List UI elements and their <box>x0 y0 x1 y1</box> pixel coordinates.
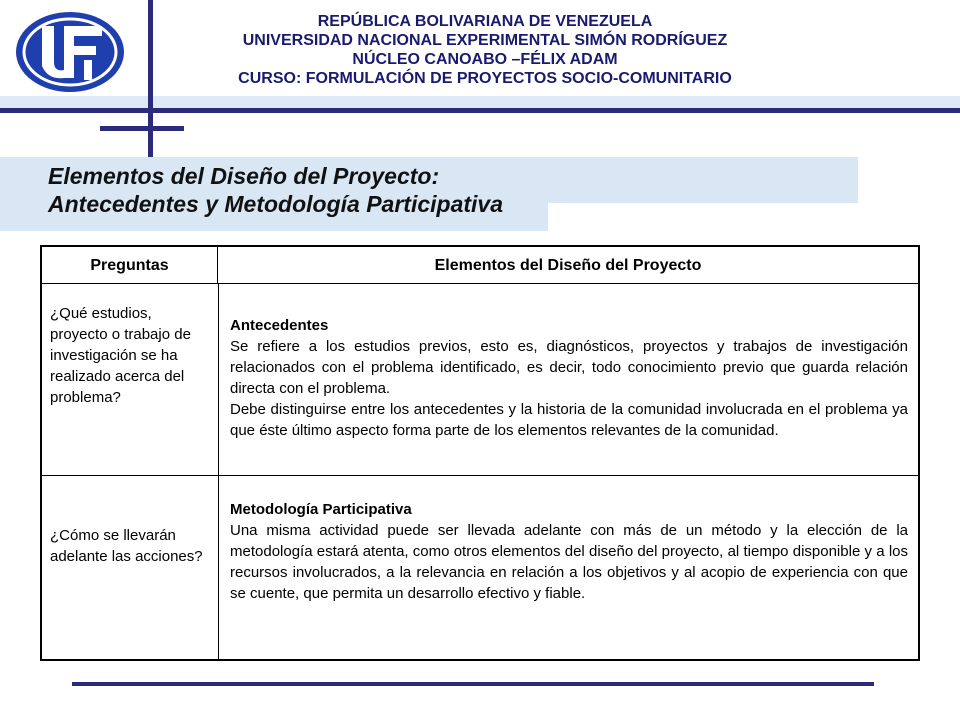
column-header-elementos: Elementos del Diseño del Proyecto <box>218 247 918 284</box>
row-divider <box>42 475 918 476</box>
table-row-1-question: ¿Qué estudios, proyecto o trabajo de investigación se ha realizado acerca del problema? <box>50 305 191 406</box>
header-line-3: NÚCLEO CANOABO –FÉLIX ADAM <box>352 51 618 68</box>
header-line-1: REPÚBLICA BOLIVARIANA DE VENEZUELA <box>317 13 653 30</box>
column-divider <box>218 284 219 661</box>
header-line-2: UNIVERSIDAD NACIONAL EXPERIMENTAL SIMÓN RODRÍGUEZ <box>242 32 728 49</box>
column-header-preguntas: Preguntas <box>42 247 218 284</box>
design-elements-table <box>40 245 920 661</box>
element-text-antecedentes-1: Se refiere a los estudios previos, esto es, diagnósticos, proyectos y trabajos de investigación relacionados con el problema identificado, es decir, todo conocimiento previo que guarda relación directa con el problema. <box>230 338 908 397</box>
header-band <box>0 96 960 108</box>
header-divider-line <box>0 108 960 113</box>
footer-line <box>72 682 874 686</box>
table-row-2-question: ¿Cómo se llevarán adelante las acciones? <box>50 527 203 565</box>
element-text-antecedentes-2: Debe distinguirse entre los antecedentes y la historia de la comunidad involucrada en el problema ya que éste último aspecto forma parte de los elementos relevantes de la comunidad. <box>230 401 908 439</box>
element-title-metodologia: Metodología Participativa <box>230 501 412 518</box>
vertical-accent-line <box>148 0 153 160</box>
slide-title <box>48 162 503 218</box>
title-line-1: Elementos del Diseño del Proyecto: <box>48 163 440 189</box>
element-title-antecedentes: Antecedentes <box>230 317 329 334</box>
title-line-2: Antecedentes y Metodología Participativa <box>48 191 504 217</box>
short-accent-line <box>100 126 184 131</box>
header-line-4: CURSO: FORMULACIÓN DE PROYECTOS SOCIO-COMUNITARIO <box>238 70 732 87</box>
table-row-1-element <box>230 315 908 441</box>
university-logo <box>12 8 128 96</box>
element-text-metodologia: Una misma actividad puede ser llevada adelante con más de un método y la elección de la metodología estará atenta, como otros elementos del diseño del proyecto, al tiempo disponible y a los recursos involucrados, a la relevancia en relación a los objetivos y al acopio de experiencia con que se cuente, que permita un desarrollo efectivo y fiable. <box>230 522 908 602</box>
table-row-2-element <box>230 499 908 604</box>
institution-header <box>160 12 810 88</box>
